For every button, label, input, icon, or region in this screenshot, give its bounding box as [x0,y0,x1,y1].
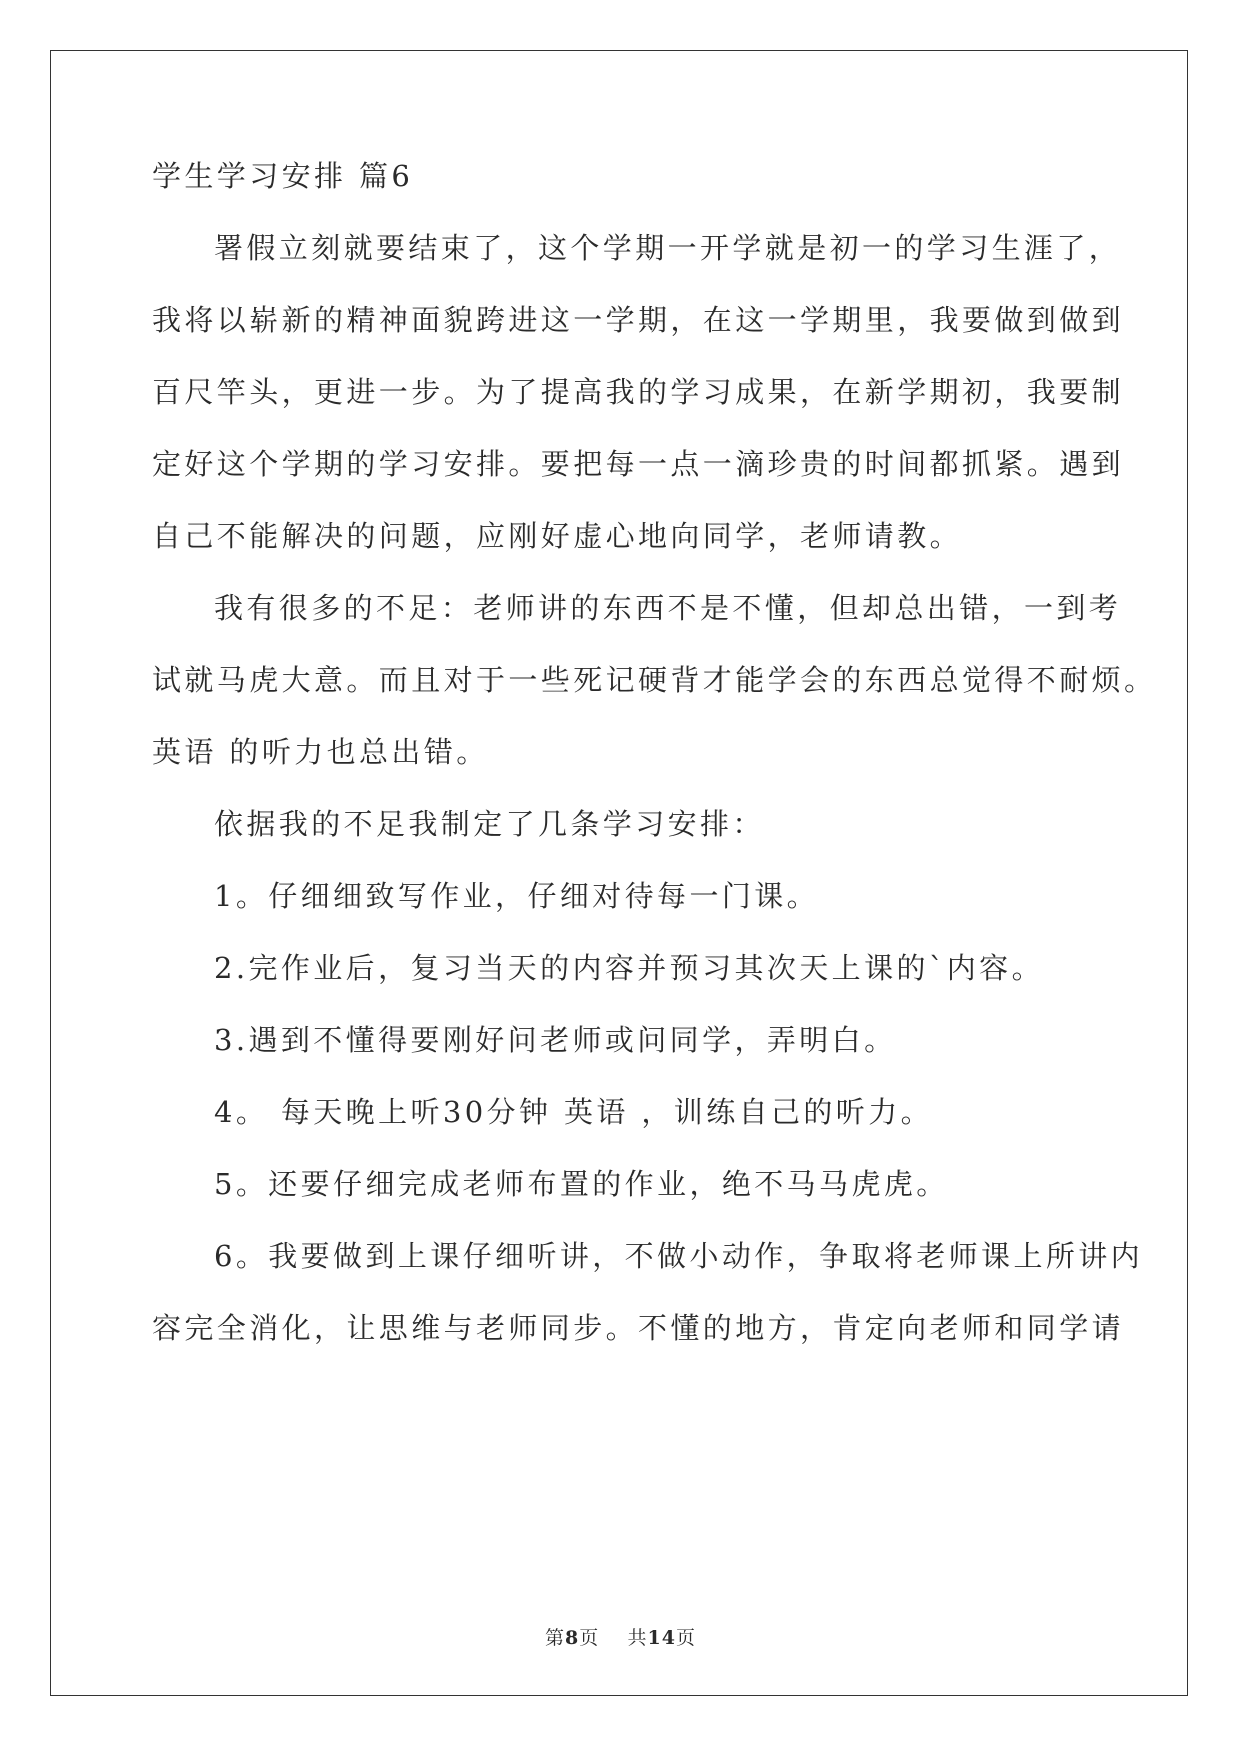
total-suffix: 页 [675,1627,696,1649]
page-footer [0,1626,1241,1650]
list-item: 1。仔细细致写作业，仔细对待每一门课。 [214,879,820,913]
paragraph-line: 百尺竿头，更进一步。为了提高我的学习成果，在新学期初，我要制 [152,375,1125,409]
list-item: 5。还要仔细完成老师布置的作业，绝不马马虎虎。 [214,1167,949,1201]
paragraph-line: 依据我的不足我制定了几条学习安排： [214,807,765,841]
list-item: 6。我要做到上课仔细听讲，不做小动作，争取将老师课上所讲内 [214,1239,1144,1273]
paragraph-line: 署假立刻就要结束了，这个学期一开学就是初一的学习生涯了， [214,231,1122,265]
total-pages: 14 [647,1627,676,1649]
paragraph-line: 我有很多的不足：老师讲的东西不是不懂，但却总出错，一到考 [214,591,1122,625]
total-prefix: 共 [627,1627,648,1649]
paragraph-line: 定好这个学期的学习安排。要把每一点一滴珍贵的时间都抓紧。遇到 [152,447,1125,481]
page-prefix: 第 [545,1627,566,1649]
list-item: 2.完作业后，复习当天的内容并预习其次天上课的`内容。 [214,951,1044,985]
page-border [50,50,1188,1696]
page-number: 8 [565,1627,580,1649]
paragraph-line: 我将以崭新的精神面貌跨进这一学期，在这一学期里，我要做到做到 [152,303,1125,337]
paragraph-line: 试就马虎大意。而且对于一些死记硬背才能学会的东西总觉得不耐烦。 [152,663,1157,697]
document-title: 学生学习安排 篇6 [152,159,414,193]
list-item: 4。 每天晚上听30分钟 英语 ，训练自己的听力。 [214,1095,934,1129]
page-suffix: 页 [579,1627,600,1649]
paragraph-line: 容完全消化，让思维与老师同步。不懂的地方，肯定向老师和同学请 [152,1311,1125,1345]
paragraph-line: 英语 的听力也总出错。 [152,735,489,769]
paragraph-line: 自己不能解决的问题，应刚好虚心地向同学，老师请教。 [152,519,963,553]
list-item: 3.遇到不懂得要刚好问老师或问同学，弄明白。 [214,1023,897,1057]
